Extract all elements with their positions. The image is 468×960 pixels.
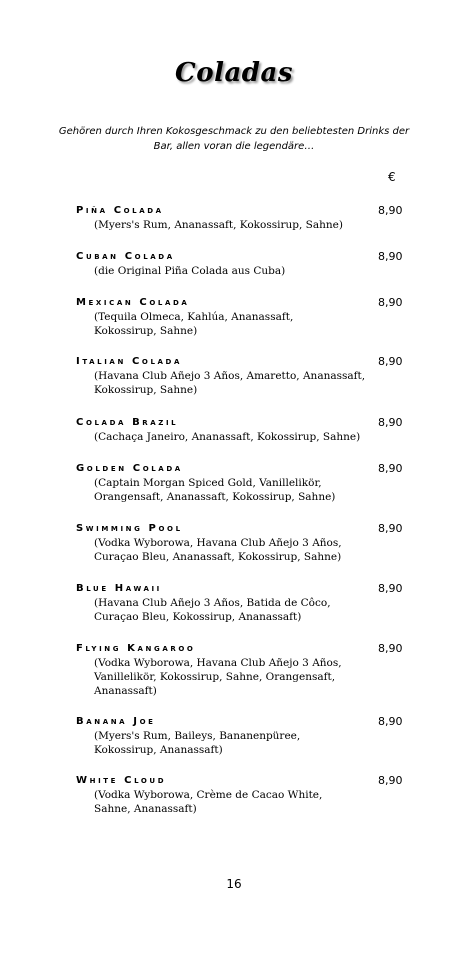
drink-name: Swimming Pool <box>76 523 183 534</box>
drink-description: (Vodka Wyborowa, Havana Club Añejo 3 Años, Vanillelikör, Kokossirup, Sahne, Orangensaft, Ananassaft) <box>94 657 342 697</box>
drink-price: 8,90 <box>378 250 403 263</box>
drink-price: 8,90 <box>378 715 403 728</box>
drink-name: Colada Brazil <box>76 417 179 428</box>
drink-name: Mexican Colada <box>76 297 190 308</box>
drink-item <box>76 355 406 397</box>
drink-name: Piña Colada <box>76 205 164 216</box>
drink-item <box>76 642 406 698</box>
drink-price: 8,90 <box>378 462 403 475</box>
page-number: 16 <box>226 877 242 891</box>
drink-description: (Havana Club Añejo 3 Años, Amaretto, Ananassaft, Kokossirup, Sahne) <box>94 370 366 396</box>
drink-name: Blue Hawaii <box>76 583 162 594</box>
drink-description: (Myers's Rum, Baileys, Bananenpüree, Kokossirup, Ananassaft) <box>94 730 301 756</box>
drink-item <box>76 582 406 624</box>
drink-description: (Tequila Olmeca, Kahlúa, Ananassaft, Kokossirup, Sahne) <box>94 311 294 337</box>
drink-item <box>76 522 406 564</box>
drink-description: (Cachaça Janeiro, Ananassaft, Kokossirup, Sahne) <box>94 431 361 443</box>
drink-price: 8,90 <box>378 774 403 787</box>
drink-item <box>76 296 406 338</box>
drink-name: White Cloud <box>76 775 167 786</box>
drink-name: Italian Colada <box>76 356 182 367</box>
drink-item <box>76 774 406 816</box>
currency-symbol: € <box>388 170 396 184</box>
drink-description: (Captain Morgan Spiced Gold, Vanillelikör, Orangensaft, Ananassaft, Kokossirup, Sahne) <box>94 477 336 503</box>
drink-price: 8,90 <box>378 642 403 655</box>
drink-item <box>76 250 406 278</box>
drink-price: 8,90 <box>378 355 403 368</box>
drink-price: 8,90 <box>378 204 403 217</box>
drink-item <box>76 462 406 504</box>
page-title: Coladas <box>175 58 293 88</box>
drink-item <box>76 416 406 444</box>
drink-description: (Myers's Rum, Ananassaft, Kokossirup, Sahne) <box>94 219 343 231</box>
drink-name: Cuban Colada <box>76 251 175 262</box>
drink-price: 8,90 <box>378 416 403 429</box>
drink-price: 8,90 <box>378 522 403 535</box>
drink-item <box>76 715 406 757</box>
drink-description: (Vodka Wyborowa, Crème de Cacao White, Sahne, Ananassaft) <box>94 789 323 815</box>
intro-text: Gehören durch Ihren Kokosgeschmack zu den beliebtesten Drinks der Bar, allen voran die legendäre… <box>58 126 410 152</box>
drink-item <box>76 204 406 232</box>
drink-name: Flying Kangaroo <box>76 643 196 654</box>
drink-name: Banana Joe <box>76 716 156 727</box>
drink-name: Golden Colada <box>76 463 183 474</box>
drink-description: (Havana Club Añejo 3 Años, Batida de Côco, Curaçao Bleu, Kokossirup, Ananassaft) <box>94 597 331 623</box>
drink-description: (die Original Piña Colada aus Cuba) <box>94 265 286 277</box>
drink-price: 8,90 <box>378 582 403 595</box>
drink-price: 8,90 <box>378 296 403 309</box>
drink-description: (Vodka Wyborowa, Havana Club Añejo 3 Años, Curaçao Bleu, Ananassaft, Kokossirup, Sahne) <box>94 537 342 563</box>
